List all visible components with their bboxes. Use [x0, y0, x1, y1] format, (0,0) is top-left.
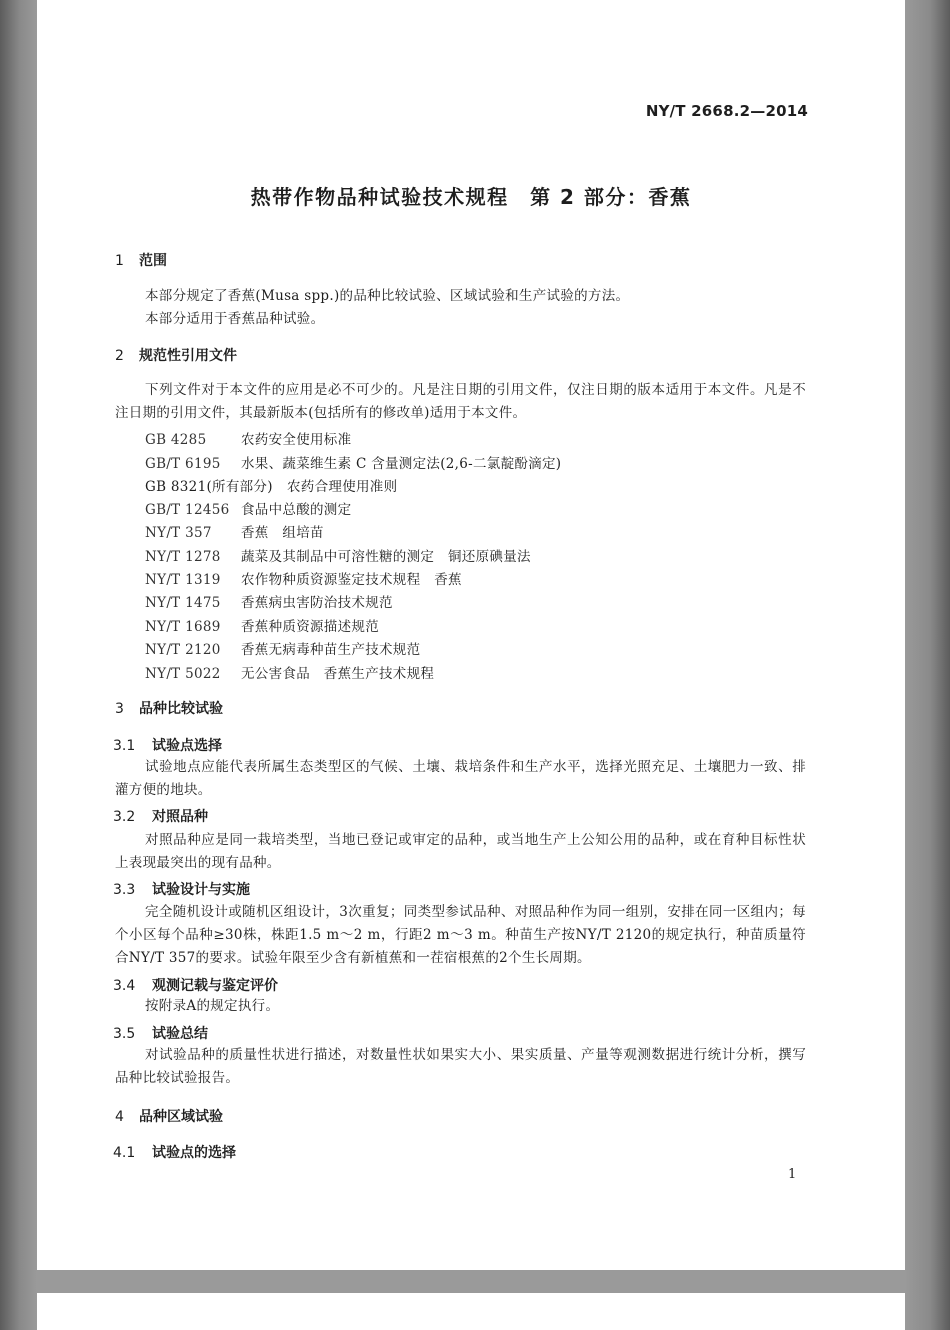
section-3-2-heading: 3.2 对照品种: [113, 809, 208, 825]
section-3-5-heading: 3.5 试验总结: [113, 1026, 208, 1042]
section-4-heading: 4 品种区域试验: [115, 1109, 223, 1125]
reference-item: NY/T 1278 蔬菜及其制品中可溶性糖的测定 铜还原碘量法: [145, 549, 531, 565]
reference-item: NY/T 357 香蕉 组培苗: [145, 525, 324, 541]
section-1-paragraph-2: 本部分适用于香蕉品种试验。: [145, 311, 325, 327]
standard-code: NY/T 2668.2—2014: [645, 102, 808, 120]
section-1-heading: 1 范围: [115, 253, 167, 269]
reference-item: NY/T 1319 农作物种质资源鉴定技术规程 香蕉: [145, 572, 462, 588]
section-3-3-heading: 3.3 试验设计与实施: [113, 882, 250, 898]
section-3-4-paragraph: 按附录A的规定执行。: [145, 998, 280, 1014]
section-3-5-paragraph: 对试验品种的质量性状进行描述，对数量性状如果实大小、果实质量、产量等观测数据进行统计分析，撰写品种比较试验报告。: [115, 1047, 806, 1086]
reference-item: GB 4285 农药安全使用标准: [145, 432, 352, 448]
reference-item: GB/T 12456 食品中总酸的测定: [145, 502, 352, 518]
reference-item: NY/T 5022 无公害食品 香蕉生产技术规程: [145, 666, 435, 682]
page-title: 热带作物品种试验技术规程 第 2 部分：香蕉: [250, 185, 692, 209]
reference-item: NY/T 2120 香蕉无病毒种苗生产技术规范: [145, 642, 421, 658]
reference-item: GB/T 6195 水果、蔬菜维生素 C 含量测定法(2,6-二氯靛酚滴定): [145, 456, 562, 472]
section-2-paragraph: 下列文件对于本文件的应用是必不可少的。凡是注日期的引用文件，仅注日期的版本适用于本文件。凡是不注日期的引用文件，其最新版本(包括所有的修改单)适用于本文件。: [115, 382, 806, 421]
section-3-1-paragraph: 试验地点应能代表所属生态类型区的气候、土壤、栽培条件和生产水平，选择光照充足、土壤肥力一致、排灌方便的地块。: [115, 759, 806, 798]
section-3-4-heading: 3.4 观测记载与鉴定评价: [113, 978, 278, 994]
section-3-3-paragraph: 完全随机设计或随机区组设计，3次重复；同类型参试品种、对照品种作为同一组别，安排在同一区组内；每个小区每个品种≥30株，株距1.5 m～2 m，行距2 m～3 m。种苗生产按NY/T 2120的规定执行，种苗质量符合NY/T 357的要求。试验年限至少含有新植蕉和一茬宿根蕉的2个生长周期。: [115, 904, 806, 966]
section-2-heading: 2 规范性引用文件: [115, 348, 237, 364]
reference-item: NY/T 1689 香蕉种质资源描述规范: [145, 619, 379, 635]
page-number: 1: [788, 1167, 797, 1182]
reference-item: GB 8321(所有部分) 农药合理使用准则: [145, 479, 398, 495]
section-4-1-heading: 4.1 试验点的选择: [113, 1145, 236, 1161]
section-3-1-heading: 3.1 试验点选择: [113, 738, 222, 754]
section-1-paragraph-1: 本部分规定了香蕉(Musa spp.)的品种比较试验、区域试验和生产试验的方法。: [145, 288, 630, 304]
document-page: [37, 0, 905, 1270]
section-3-heading: 3 品种比较试验: [115, 701, 223, 717]
section-3-2-paragraph: 对照品种应是同一栽培类型，当地已登记或审定的品种，或当地生产上公知公用的品种，或在育种目标性状上表现最突出的现有品种。: [115, 832, 806, 871]
reference-item: NY/T 1475 香蕉病虫害防治技术规范: [145, 595, 393, 611]
next-page-edge: [37, 1293, 905, 1330]
